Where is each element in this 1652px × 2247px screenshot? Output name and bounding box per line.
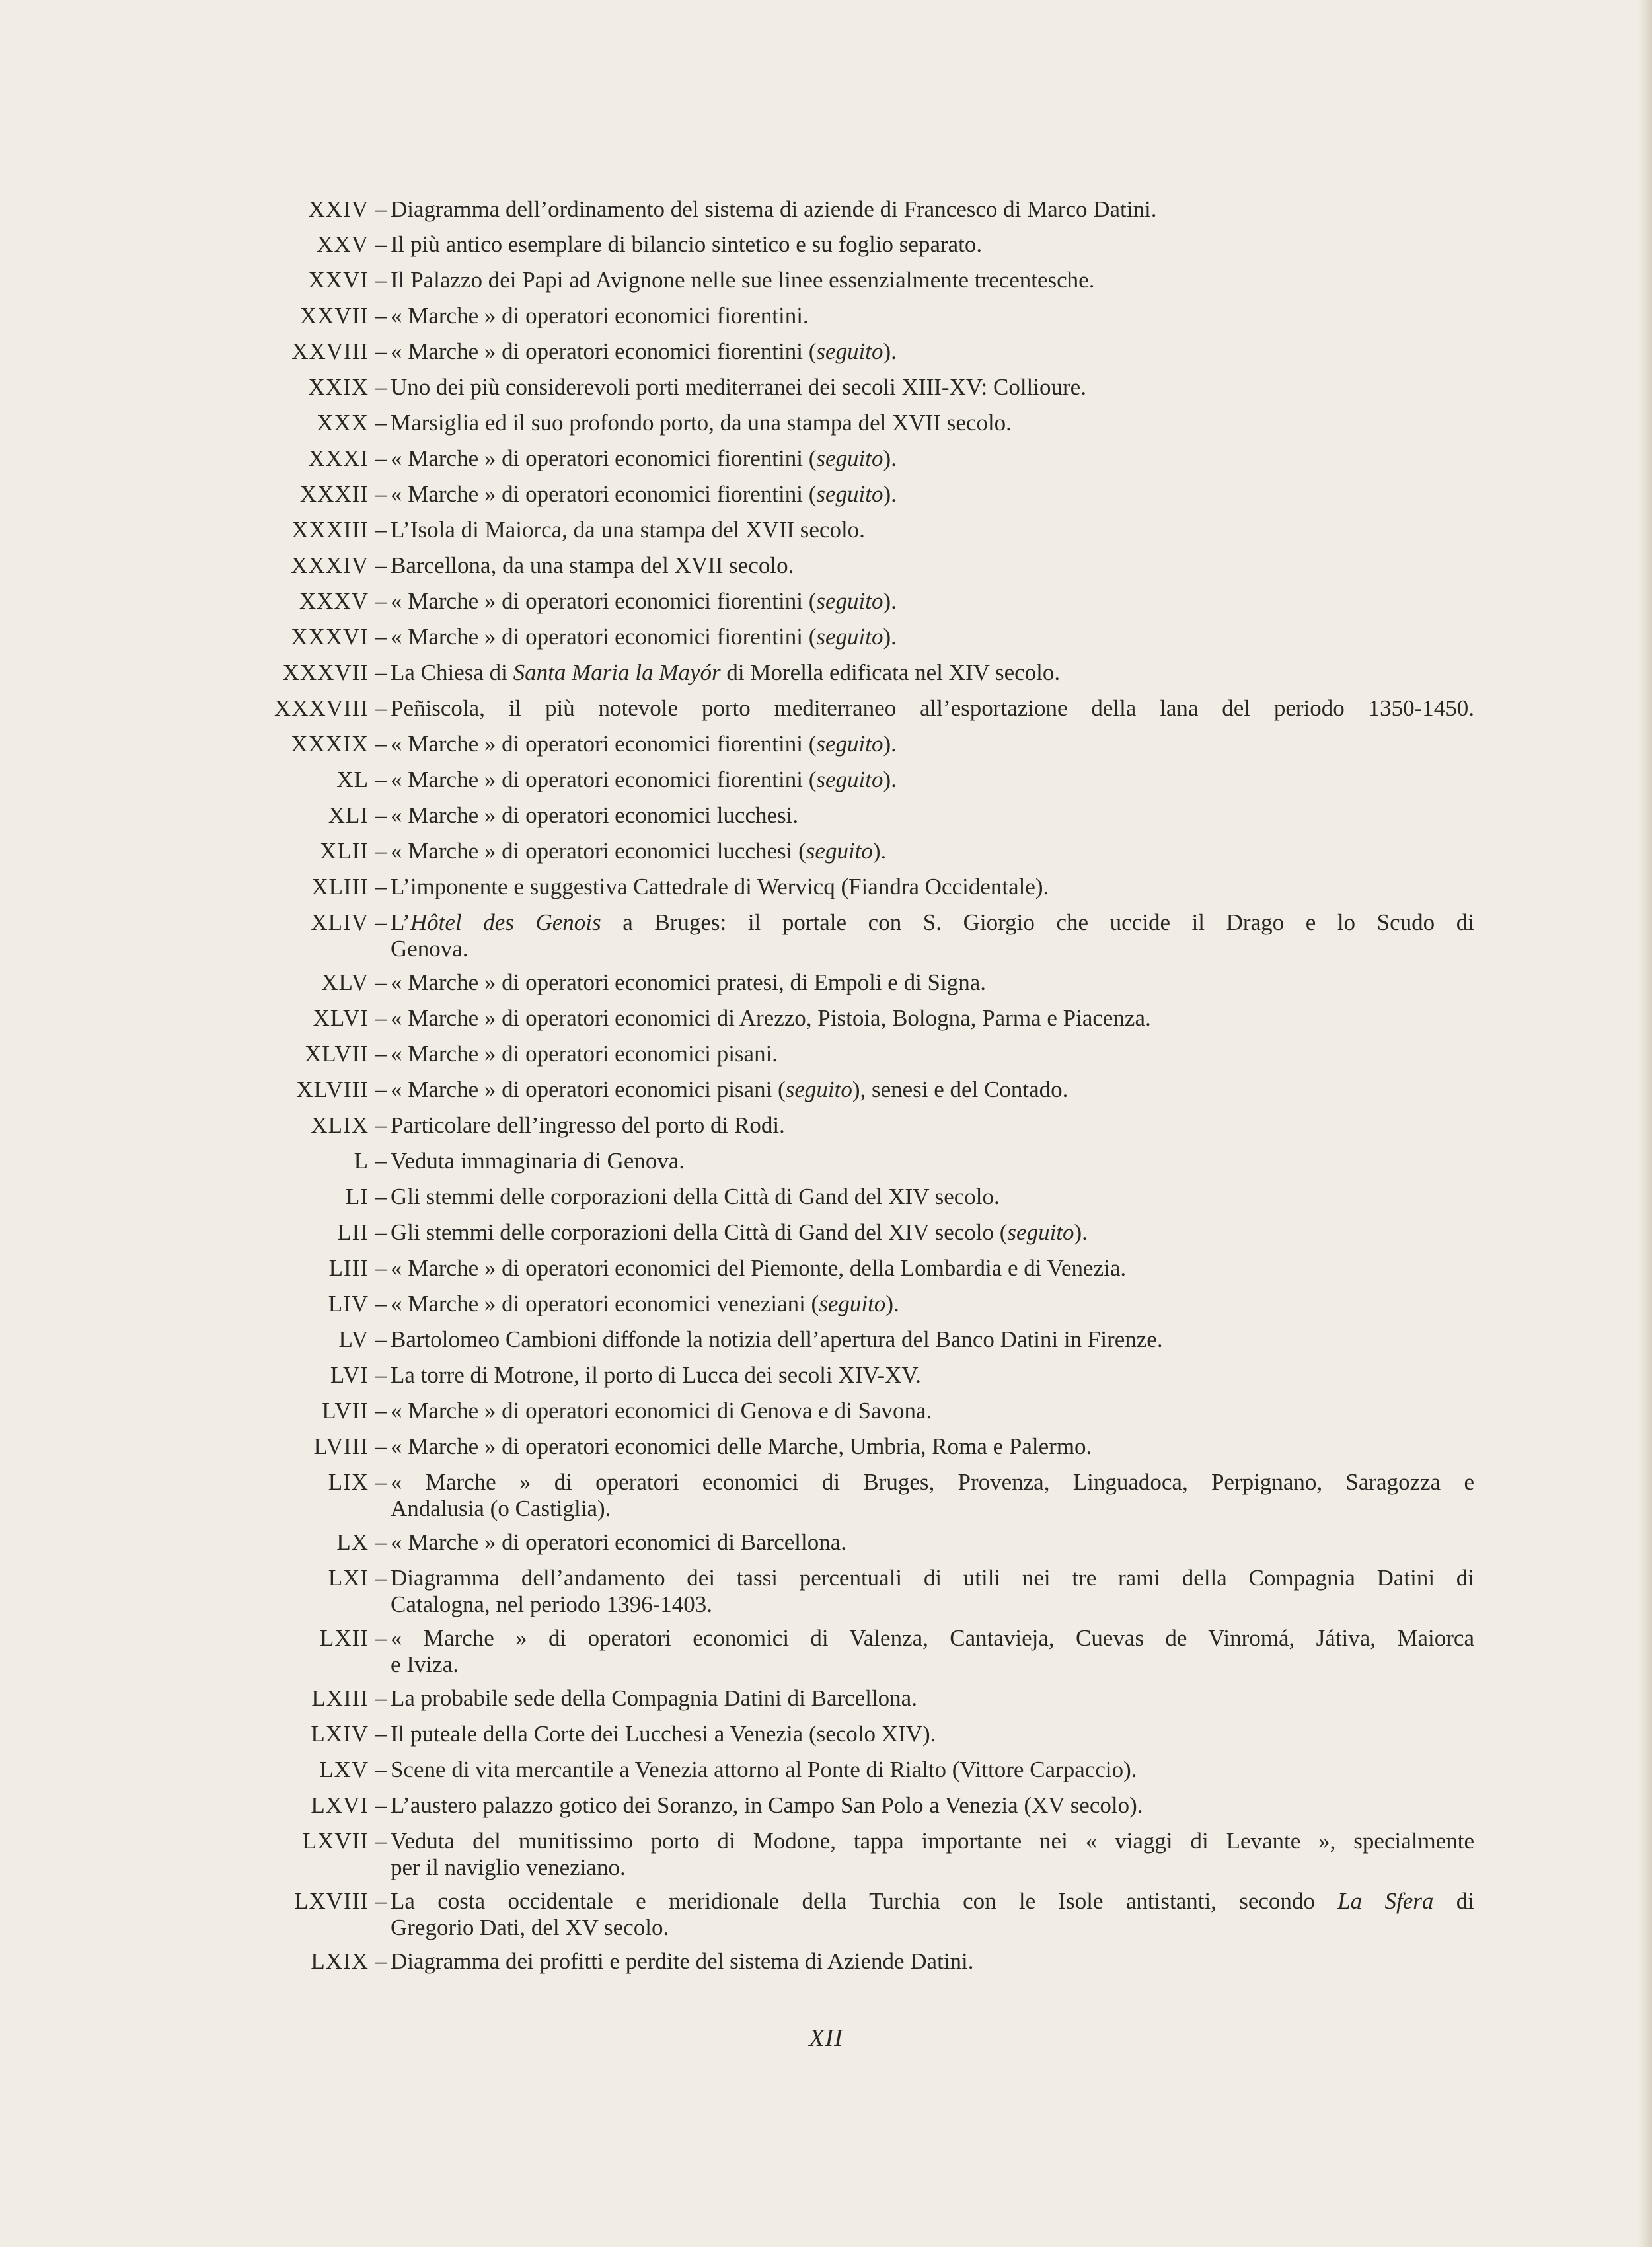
caption-italic: seguito: [816, 338, 883, 364]
caption-text: « Marche » di operatori economici fiorentini (: [391, 445, 817, 471]
entry-dash: –: [375, 1565, 387, 1591]
caption-italic: Santa Maria la Mayór: [513, 660, 721, 685]
plate-number: LXV: [319, 1757, 369, 1782]
caption-text: ).: [1074, 1219, 1088, 1245]
plate-caption-continuation: Gregorio Dati, del XV secolo.: [391, 1915, 669, 1940]
plate-caption: « Marche » di operatori economici lucchesi.: [391, 802, 799, 828]
caption-italic: La Sfera: [1337, 1888, 1434, 1914]
entry-dash: –: [375, 1005, 387, 1031]
caption-text: « Marche » di operatori economici fiorentini (: [391, 588, 817, 614]
plate-number: XLIX: [311, 1112, 369, 1138]
plate-number: LVII: [322, 1398, 369, 1424]
plate-caption: L’Isola di Maiorca, da una stampa del XVII secolo.: [391, 517, 865, 543]
plate-number: XLVIII: [296, 1077, 369, 1102]
plate-caption: « Marche » di operatori economici delle Marche, Umbria, Roma e Palermo.: [391, 1433, 1092, 1459]
plate-caption: La torre di Motrone, il porto di Lucca dei secoli XIV-XV.: [391, 1362, 921, 1388]
entry-dash: –: [375, 1112, 387, 1138]
entry-dash: –: [375, 1362, 387, 1388]
plate-number: XLIII: [311, 874, 369, 899]
plate-number: LV: [338, 1326, 369, 1352]
plate-number: XXXIX: [291, 731, 369, 757]
entry-dash: –: [375, 1792, 387, 1818]
plate-caption: Gli stemmi delle corporazioni della Città di Gand del XIV secolo.: [391, 1184, 1000, 1209]
caption-text: ).: [885, 1291, 899, 1316]
plate-number: XXXI: [308, 445, 369, 471]
entry-dash: –: [375, 1757, 387, 1782]
entry-dash: –: [375, 731, 387, 757]
caption-italic: seguito: [819, 1291, 886, 1316]
plate-caption: L’imponente e suggestiva Cattedrale di Wervicq (Fiandra Occidentale).: [391, 874, 1049, 899]
caption-text: ).: [883, 624, 897, 650]
plate-caption-continuation: Catalogna, nel periodo 1396-1403.: [391, 1591, 712, 1617]
entry-dash: –: [375, 231, 387, 257]
plate-caption: [391, 1293, 1474, 1315]
caption-text: di Morella edificata nel XIV secolo.: [720, 660, 1061, 685]
plate-caption-continuation: Genova.: [391, 936, 469, 962]
entry-dash: –: [375, 1828, 387, 1854]
entry-dash: –: [375, 838, 387, 864]
entry-dash: –: [375, 267, 387, 293]
plate-caption: « Marche » di operatori economici fiorentini.: [391, 303, 809, 328]
caption-italic: seguito: [816, 445, 883, 471]
plate-caption: [391, 840, 1474, 862]
entry-dash: –: [375, 1326, 387, 1352]
caption-text: ), senesi e del Contado.: [852, 1077, 1069, 1102]
plate-number: XXVIII: [291, 338, 369, 364]
caption-italic: seguito: [1007, 1219, 1074, 1245]
plate-number: LXIV: [311, 1721, 369, 1747]
caption-text: « Marche » di operatori economici fiorentini (: [391, 481, 817, 507]
plate-caption: Diagramma dell’andamento dei tassi percentuali di utili nei tre rami della Compagnia Datini di: [391, 1565, 1474, 1591]
entry-dash: –: [375, 1469, 387, 1495]
page-number: XII: [809, 2024, 843, 2052]
entry-dash: –: [375, 767, 387, 792]
plate-number: LIV: [328, 1291, 369, 1316]
caption-text: « Marche » di operatori economici fiorentini (: [391, 624, 817, 650]
plate-caption: [391, 662, 1474, 684]
plate-caption: [391, 590, 1474, 613]
entry-dash: –: [375, 338, 387, 364]
plate-caption: [391, 626, 1474, 648]
plate-caption: Diagramma dei profitti e perdite del sistema di Aziende Datini.: [391, 1948, 974, 1974]
plate-number: XXXV: [299, 588, 369, 614]
entry-dash: –: [375, 1184, 387, 1209]
caption-text: « Marche » di operatori economici fiorentini (: [391, 338, 817, 364]
caption-italic: seguito: [816, 588, 883, 614]
entry-dash: –: [375, 1291, 387, 1316]
plate-number: XXX: [317, 410, 369, 436]
plate-caption: [391, 1221, 1474, 1244]
entry-dash: –: [375, 970, 387, 995]
plate-number: XXXVI: [291, 624, 369, 650]
entry-dash: –: [375, 1041, 387, 1067]
caption-text: L’: [391, 909, 410, 935]
plate-number: LXVIII: [294, 1888, 369, 1914]
plate-caption: « Marche » di operatori economici di Barcellona.: [391, 1529, 847, 1555]
entry-dash: –: [375, 1888, 387, 1914]
plate-number: LII: [337, 1219, 369, 1245]
caption-text: ).: [883, 481, 897, 507]
plate-number: LXII: [320, 1625, 369, 1651]
plate-caption: La probabile sede della Compagnia Datini di Barcellona.: [391, 1685, 917, 1711]
caption-italic: seguito: [806, 838, 873, 864]
entry-dash: –: [375, 410, 387, 436]
plate-caption: L’austero palazzo gotico dei Soranzo, in Campo San Polo a Venezia (XV secolo).: [391, 1792, 1143, 1818]
plate-caption: « Marche » di operatori economici di Genova e di Savona.: [391, 1398, 932, 1424]
plate-number: XXXVII: [282, 660, 369, 685]
entry-dash: –: [375, 588, 387, 614]
entry-dash: –: [375, 1398, 387, 1424]
entry-dash: –: [375, 196, 387, 222]
caption-text: « Marche » di operatori economici lucchesi (: [391, 838, 806, 864]
plate-number: XLVII: [304, 1041, 369, 1067]
plate-caption: [391, 1079, 1474, 1101]
caption-text: di: [1433, 1888, 1474, 1914]
plate-number: XXXIV: [291, 552, 369, 578]
entry-dash: –: [375, 1077, 387, 1102]
entry-dash: –: [375, 660, 387, 685]
plate-number: LVIII: [313, 1433, 369, 1459]
caption-text: a Bruges: il portale con S. Giorgio che uccide il Drago e lo Scudo di: [601, 909, 1474, 935]
plate-caption-continuation: Andalusia (o Castiglia).: [391, 1496, 611, 1521]
plate-number: XXVII: [299, 303, 369, 328]
plate-caption: « Marche » di operatori economici di Bruges, Provenza, Linguadoca, Perpignano, Saragozza e: [391, 1469, 1474, 1495]
entry-dash: –: [375, 445, 387, 471]
entry-dash: –: [375, 374, 387, 400]
entry-dash: –: [375, 303, 387, 328]
plate-number: LXIX: [311, 1948, 369, 1974]
entry-dash: –: [375, 874, 387, 899]
plate-caption: Diagramma dell’ordinamento del sistema di aziende di Francesco di Marco Datini.: [391, 196, 1157, 222]
plate-caption: « Marche » di operatori economici di Valenza, Cantavieja, Cuevas de Vinromá, Játiva, Maiorca: [391, 1625, 1474, 1651]
plate-caption: [391, 769, 1474, 791]
entry-dash: –: [375, 552, 387, 578]
plate-number: XLIV: [311, 909, 369, 935]
plate-number: LI: [345, 1184, 369, 1209]
plate-number: LVI: [330, 1362, 369, 1388]
plate-caption: [391, 1890, 1474, 1913]
plate-number: XXIX: [308, 374, 369, 400]
plate-number: L: [354, 1148, 369, 1174]
plate-number: LIX: [328, 1469, 369, 1495]
entry-dash: –: [375, 1529, 387, 1555]
plate-caption: [391, 733, 1474, 755]
plate-caption: [391, 483, 1474, 506]
plate-caption: Veduta del munitissimo porto di Modone, tappa importante nei « viaggi di Levante », specialmente: [391, 1828, 1474, 1854]
plate-number: XLV: [321, 970, 369, 995]
entry-dash: –: [375, 517, 387, 543]
caption-text: ).: [872, 838, 887, 864]
plate-number: XXV: [317, 231, 369, 257]
plate-number: LIII: [328, 1255, 369, 1281]
plate-number: LXIII: [311, 1685, 369, 1711]
caption-italic: seguito: [816, 481, 883, 507]
caption-text: Gli stemmi delle corporazioni della Città di Gand del XIV secolo (: [391, 1219, 1008, 1245]
plate-number: LX: [336, 1529, 369, 1555]
entry-dash: –: [375, 695, 387, 721]
caption-text: ).: [883, 338, 897, 364]
plate-number: LXVI: [311, 1792, 369, 1818]
entry-dash: –: [375, 624, 387, 650]
plate-number: XL: [336, 767, 369, 792]
caption-italic: Hôtel des Genois: [410, 909, 601, 935]
plate-caption: Veduta immaginaria di Genova.: [391, 1148, 685, 1174]
plate-number: LXI: [328, 1565, 369, 1591]
plate-caption: [391, 447, 1474, 470]
plate-caption: Il più antico esemplare di bilancio sintetico e su foglio separato.: [391, 231, 983, 257]
plate-number: XLII: [320, 838, 369, 864]
caption-text: La costa occidentale e meridionale della Turchia con le Isole antistanti, secondo: [391, 1888, 1338, 1914]
caption-italic: seguito: [816, 624, 883, 650]
entry-dash: –: [375, 802, 387, 828]
caption-text: ).: [883, 445, 897, 471]
entry-dash: –: [375, 481, 387, 507]
plate-caption: Uno dei più considerevoli porti mediterranei dei secoli XIII-XV: Collioure.: [391, 374, 1086, 400]
caption-text: ).: [883, 767, 897, 792]
plate-caption: « Marche » di operatori economici del Piemonte, della Lombardia e di Venezia.: [391, 1255, 1127, 1281]
plate-caption-continuation: e Iviza.: [391, 1652, 459, 1677]
caption-text: « Marche » di operatori economici veneziani (: [391, 1291, 819, 1316]
caption-text: « Marche » di operatori economici fiorentini (: [391, 731, 817, 757]
entry-dash: –: [375, 1148, 387, 1174]
plate-number: XXXVIII: [274, 695, 369, 721]
plate-number: XLVI: [313, 1005, 369, 1031]
caption-text: « Marche » di operatori economici fiorentini (: [391, 767, 817, 792]
plate-caption: Scene di vita mercantile a Venezia attorno al Ponte di Rialto (Vittore Carpaccio).: [391, 1757, 1137, 1782]
caption-text: ).: [883, 731, 897, 757]
plate-number: XXIV: [308, 196, 369, 222]
plate-caption: Il Palazzo dei Papi ad Avignone nelle sue linee essenzialmente trecentesche.: [391, 267, 1095, 293]
entry-dash: –: [375, 1219, 387, 1245]
caption-italic: seguito: [816, 767, 883, 792]
plate-number: XXXIII: [291, 517, 369, 543]
entry-dash: –: [375, 1625, 387, 1651]
plate-caption: Barcellona, da una stampa del XVII secolo.: [391, 552, 794, 578]
entry-dash: –: [375, 909, 387, 935]
entry-dash: –: [375, 1685, 387, 1711]
plate-caption: Il puteale della Corte dei Lucchesi a Venezia (secolo XIV).: [391, 1721, 936, 1747]
plate-caption: Peñiscola, il più notevole porto mediterraneo all’esportazione della lana del periodo 1350-1450.: [391, 695, 1474, 721]
plate-caption-continuation: per il naviglio veneziano.: [391, 1854, 626, 1880]
plate-caption: « Marche » di operatori economici pratesi, di Empoli e di Signa.: [391, 970, 987, 995]
caption-italic: seguito: [816, 731, 883, 757]
entry-dash: –: [375, 1433, 387, 1459]
entry-dash: –: [375, 1255, 387, 1281]
plate-caption: [391, 911, 1474, 934]
plate-number: LXVII: [302, 1828, 369, 1854]
plate-caption: « Marche » di operatori economici pisani.: [391, 1041, 778, 1067]
entry-dash: –: [375, 1721, 387, 1747]
plate-caption: « Marche » di operatori economici di Arezzo, Pistoia, Bologna, Parma e Piacenza.: [391, 1005, 1151, 1031]
caption-text: « Marche » di operatori economici pisani (: [391, 1077, 786, 1102]
plate-caption: Marsiglia ed il suo profondo porto, da una stampa del XVII secolo.: [391, 410, 1012, 436]
plate-caption: Particolare dell’ingresso del porto di Rodi.: [391, 1112, 785, 1138]
entry-dash: –: [375, 1948, 387, 1974]
plate-caption: [391, 340, 1474, 363]
caption-italic: seguito: [785, 1077, 852, 1102]
plate-caption: Bartolomeo Cambioni diffonde la notizia dell’apertura del Banco Datini in Firenze.: [391, 1326, 1163, 1352]
caption-text: ).: [883, 588, 897, 614]
plate-number: XXVI: [308, 267, 369, 293]
plate-number: XLI: [328, 802, 369, 828]
caption-text: La Chiesa di: [391, 660, 513, 685]
plate-number: XXXII: [299, 481, 369, 507]
